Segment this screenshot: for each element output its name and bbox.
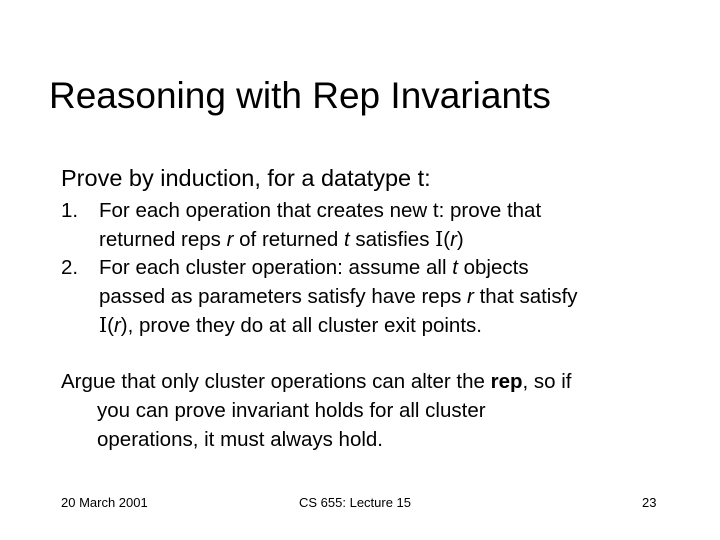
argue-paragraph-line-3: operations, it must always hold. xyxy=(97,428,383,451)
invariant-symbol: I xyxy=(435,227,444,251)
list-item-1 xyxy=(61,196,541,225)
list-number: 2. xyxy=(61,256,79,279)
var-r: r xyxy=(113,314,121,337)
var-t: t xyxy=(344,228,350,251)
list-text: For each operation that creates new t: prove that xyxy=(99,199,542,222)
var-t: t xyxy=(452,256,458,279)
list-item-2-continuation: I(r), prove they do at all cluster exit points. xyxy=(99,313,482,337)
slide-title: Reasoning with Rep Invariants xyxy=(49,75,551,116)
footer-page-number: 23 xyxy=(642,495,657,510)
invariant-symbol: I xyxy=(99,313,108,337)
lead-text: Prove by induction, for a datatype t: xyxy=(61,165,431,191)
list-number: 1. xyxy=(61,199,79,222)
var-r: r xyxy=(450,228,457,251)
list-item-2: 2. For each cluster operation: assume all t objects xyxy=(61,253,529,282)
argue-paragraph-line-2: you can prove invariant holds for all cluster xyxy=(97,399,486,422)
footer-course: CS 655: Lecture 15 xyxy=(299,495,412,510)
var-r: r xyxy=(226,228,234,251)
list-item-1-continuation: returned reps r of returned t satisfies I(r) xyxy=(99,227,464,251)
footer-date: 20 March 2001 xyxy=(61,495,148,510)
keyword-rep: rep xyxy=(490,370,523,393)
var-r: r xyxy=(467,285,474,308)
list-item-2-continuation: passed as parameters satisfy have reps r that satisfy xyxy=(99,285,578,308)
argue-paragraph-line-1: Argue that only cluster operations can alter the rep, so if xyxy=(61,370,572,393)
